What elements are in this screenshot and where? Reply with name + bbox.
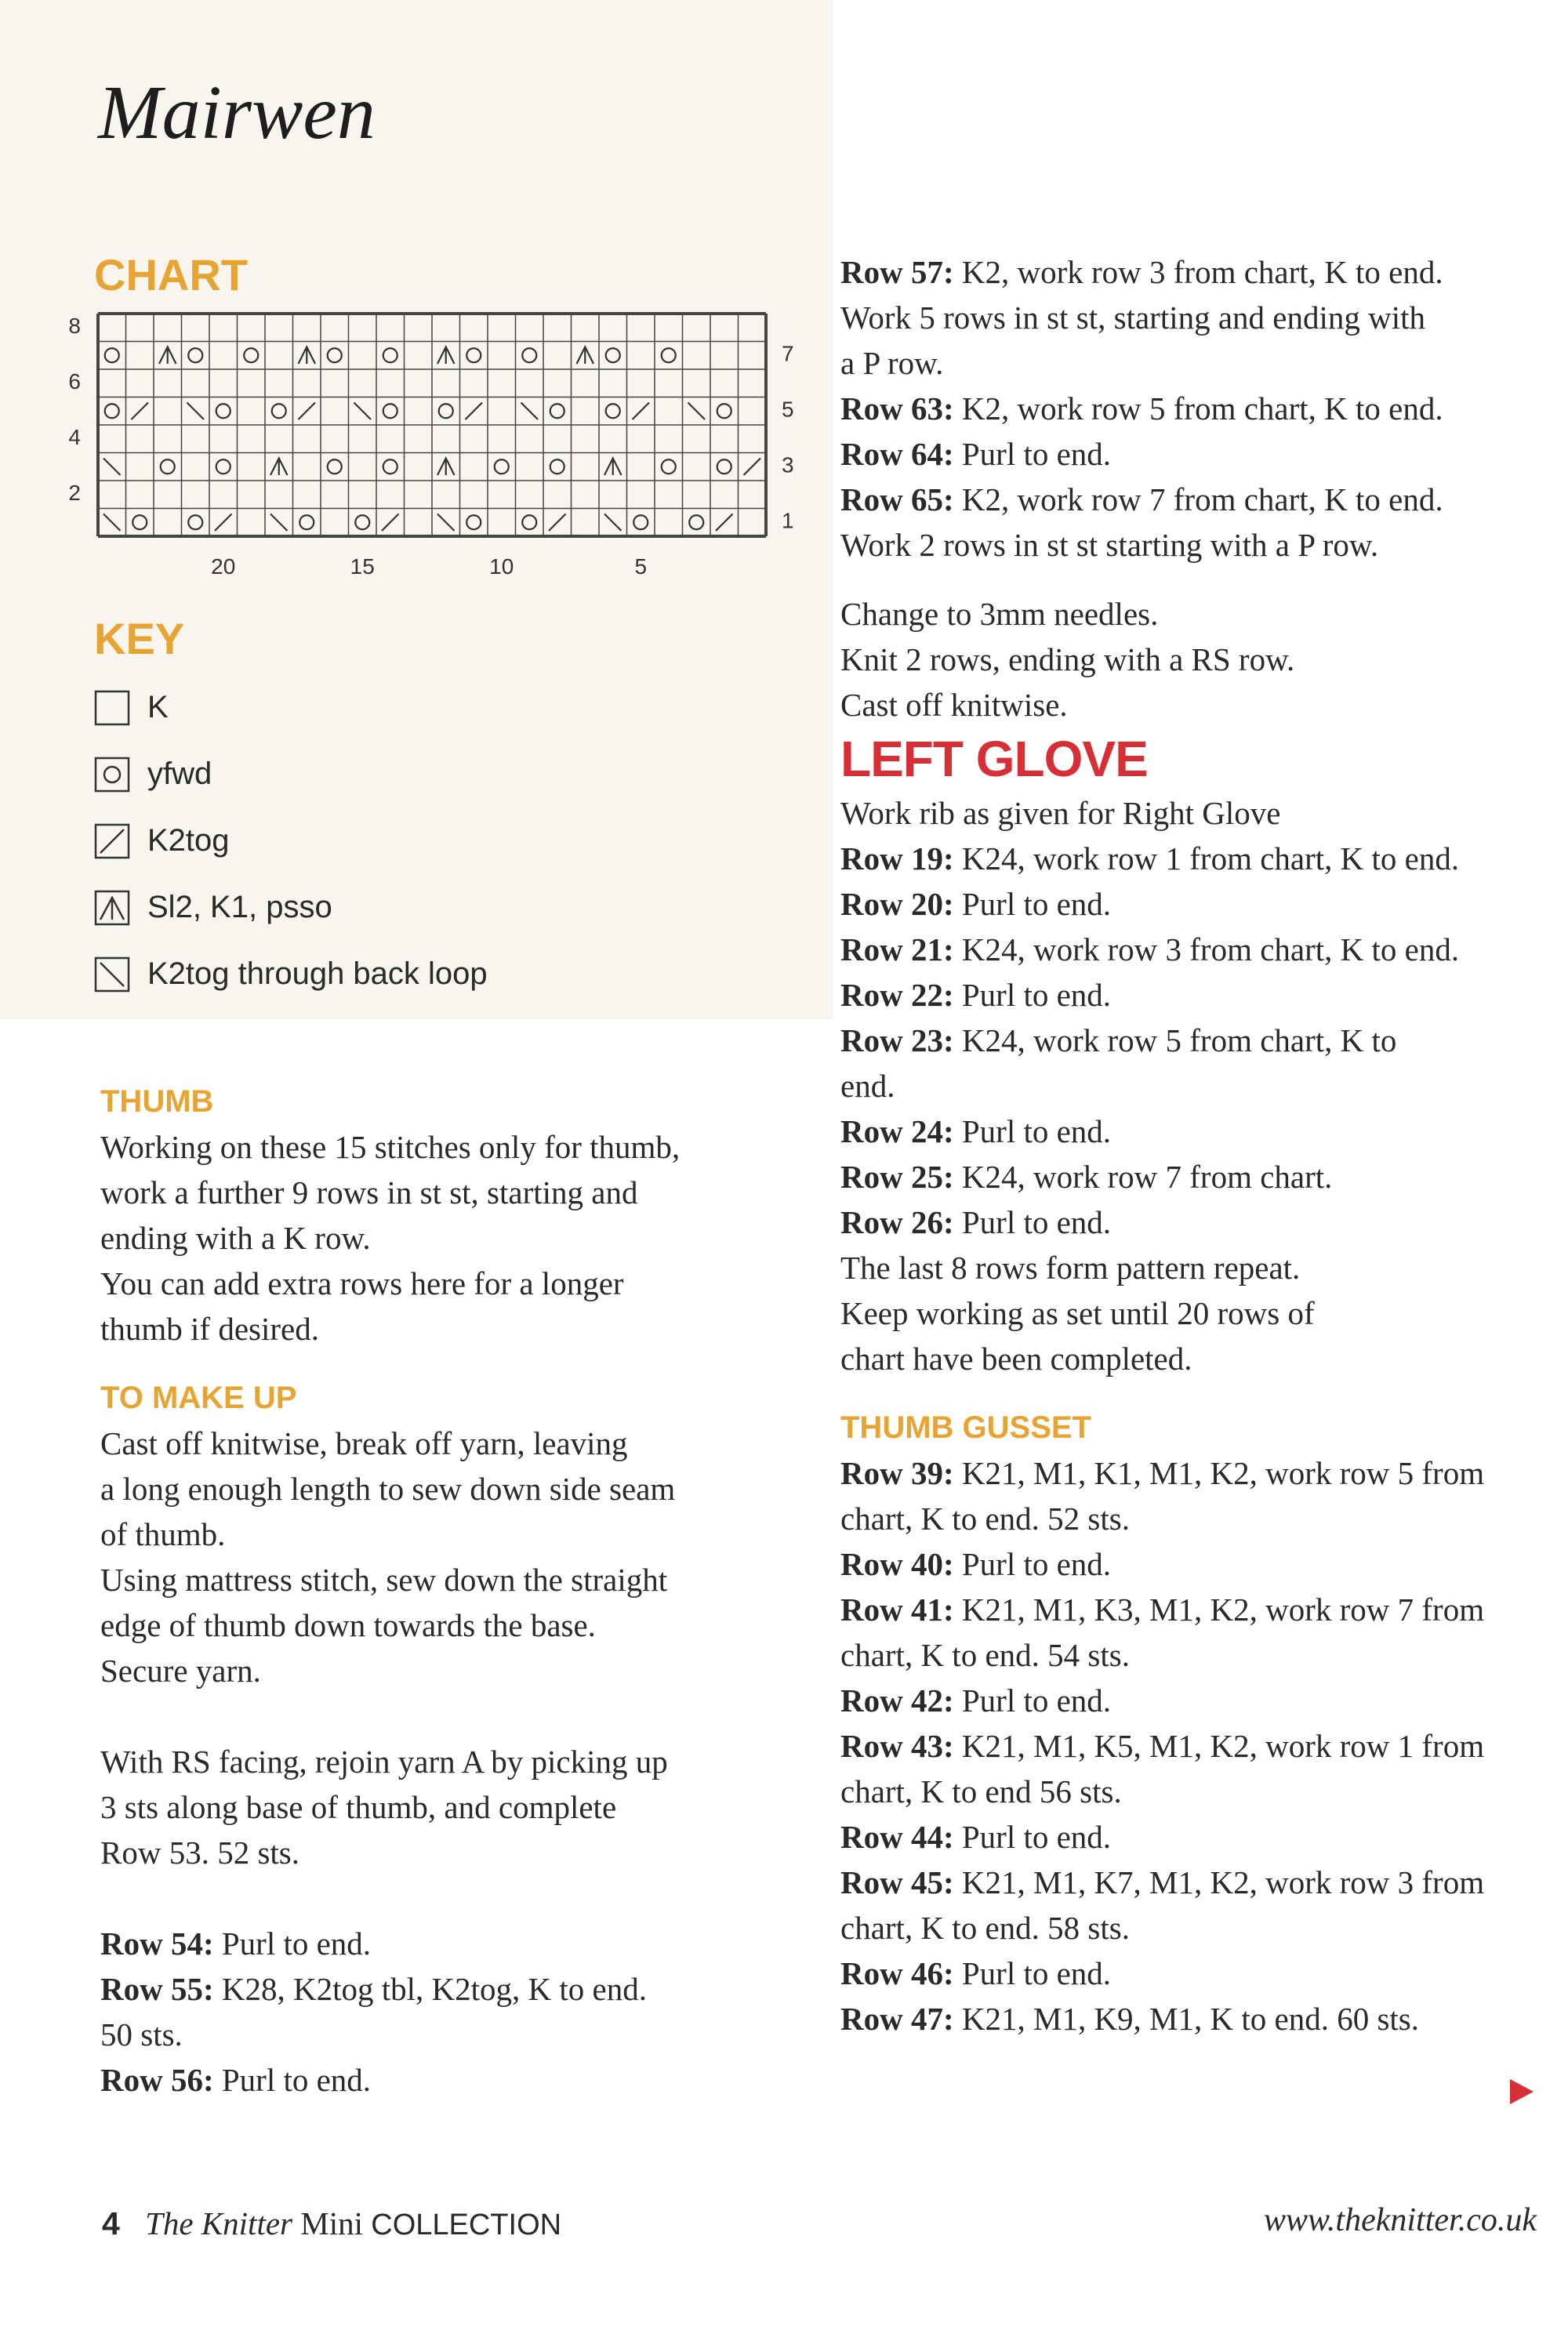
magazine-collection: COLLECTION: [371, 2208, 562, 2241]
k2tog-symbol: [549, 514, 566, 532]
k2tog-symbol: [744, 459, 761, 476]
footer-left: [102, 2205, 561, 2242]
row-number-right: 1: [782, 508, 794, 533]
yfwd-symbol: [606, 404, 620, 418]
row-instruction: end.: [840, 1068, 895, 1104]
caret-icon: [94, 890, 130, 926]
row-instruction: chart, K to end. 52 sts.: [840, 1501, 1130, 1537]
body-line: You can add extra rows here for a longer: [100, 1265, 624, 1301]
row-instruction: chart, K to end. 54 sts.: [840, 1637, 1130, 1673]
makeup-heading: TO MAKE UP: [100, 1381, 297, 1415]
yfwd-symbol: [689, 515, 703, 529]
row-instruction: Row 40: Purl to end.: [840, 1546, 1112, 1582]
stitch-number: 20: [211, 554, 236, 579]
stitch-number: 5: [634, 554, 648, 579]
yfwd-symbol: [383, 459, 397, 474]
chart-heading: CHART: [94, 250, 248, 299]
yfwd-symbol: [717, 404, 731, 418]
body-line: Row 53. 52 sts.: [100, 1835, 300, 1871]
body-line: work a further 9 rows in st st, starting and: [100, 1174, 638, 1210]
knitting-chart: [0, 298, 794, 580]
body-line: Change to 3mm needles.: [840, 596, 1159, 632]
row-number-left: 2: [68, 480, 81, 505]
body-line: a long enough length to sew down side seam: [100, 1471, 676, 1507]
yfwd-symbol: [662, 348, 676, 362]
yfwd-symbol: [216, 459, 230, 474]
body-line: edge of thumb down towards the base.: [100, 1607, 596, 1643]
k2tog-tbl-symbol: [437, 514, 455, 532]
right-column: [840, 249, 1546, 2041]
key-item: [94, 674, 488, 741]
row-instruction: Row 21: K24, work row 3 from chart, K to end.: [840, 931, 1460, 967]
row-instruction: Row 24: Purl to end.: [840, 1113, 1112, 1149]
footer-url: www.theknitter.co.uk: [1264, 2202, 1537, 2238]
left-glove-heading: LEFT GLOVE: [840, 731, 1148, 787]
row-instruction: Row 63: K2, work row 5 from chart, K to end.: [840, 390, 1443, 426]
yfwd-symbol: [105, 348, 119, 362]
key-item: [94, 874, 488, 941]
yfwd-symbol: [161, 459, 175, 474]
yfwd-symbol: [522, 348, 536, 362]
magazine-name: The Knitter: [145, 2205, 292, 2241]
body-line: Working on these 15 stitches only for thumb,: [100, 1129, 681, 1165]
yfwd-symbol: [105, 404, 119, 418]
yfwd-symbol: [188, 348, 202, 362]
yfwd-symbol: [662, 459, 676, 474]
row-instruction: The last 8 rows form pattern repeat.: [840, 1250, 1301, 1286]
k2tog-symbol: [299, 403, 316, 420]
yfwd-symbol: [633, 515, 648, 529]
row-instruction: a P row.: [840, 345, 944, 381]
k2tog-tbl-symbol: [521, 403, 539, 420]
page-number: 4: [102, 2205, 120, 2241]
yfwd-symbol: [383, 404, 397, 418]
key-label: K2tog through back loop: [147, 956, 488, 991]
row-number-left: 8: [68, 313, 81, 338]
row-number-right: 5: [782, 397, 794, 422]
row-instruction: Row 20: Purl to end.: [840, 886, 1112, 922]
row-instruction: 50 sts.: [100, 2016, 183, 2052]
blank-square-icon: [94, 690, 130, 726]
row-instruction: Row 44: Purl to end.: [840, 1819, 1112, 1855]
k2tog-tbl-symbol: [103, 514, 121, 532]
k2tog-symbol: [132, 403, 149, 420]
row-instruction: Row 65: K2, work row 7 from chart, K to end.: [840, 481, 1443, 517]
row-number-left: 6: [68, 368, 81, 394]
k2tog-symbol: [466, 403, 483, 420]
yfwd-symbol: [495, 459, 509, 474]
row-number-right: 7: [782, 341, 794, 366]
row-instruction: chart have been completed.: [840, 1341, 1192, 1377]
chart-key: [94, 674, 488, 1007]
row-instruction: Row 43: K21, M1, K5, M1, K2, work row 1 from: [840, 1728, 1485, 1764]
row-instruction: Row 22: Purl to end.: [840, 977, 1112, 1013]
yfwd-symbol: [328, 459, 342, 474]
row-instruction: Row 23: K24, work row 5 from chart, K to: [840, 1022, 1397, 1058]
row-instruction: Row 42: Purl to end.: [840, 1682, 1112, 1718]
row-instruction: Row 56: Purl to end.: [100, 2062, 372, 2098]
thumb-gusset-heading: THUMB GUSSET: [840, 1410, 1091, 1445]
body-line: Cast off knitwise, break off yarn, leaving: [100, 1425, 628, 1461]
k2tog-tbl-symbol: [103, 459, 121, 476]
body-line: of thumb.: [100, 1516, 226, 1552]
yfwd-symbol: [188, 515, 202, 529]
k2tog-tbl-symbol: [354, 403, 372, 420]
yfwd-symbol: [439, 404, 453, 418]
yfwd-symbol: [132, 515, 147, 529]
key-item: [94, 741, 488, 808]
yfwd-symbol: [244, 348, 258, 362]
body-line: With RS facing, rejoin yarn A by picking up: [100, 1744, 668, 1780]
key-heading: KEY: [94, 614, 185, 663]
row-number-right: 3: [782, 452, 794, 477]
yfwd-symbol: [466, 348, 481, 362]
key-label: K2tog: [147, 823, 230, 858]
k2tog-tbl-symbol: [270, 514, 288, 532]
slash-icon: [94, 823, 130, 859]
k2tog-symbol: [215, 514, 232, 532]
page-title: Mairwen: [98, 71, 376, 155]
row-instruction: Row 41: K21, M1, K3, M1, K2, work row 7 from: [840, 1591, 1485, 1628]
yfwd-symbol: [466, 515, 481, 529]
backslash-icon: [94, 956, 130, 993]
yfwd-symbol: [355, 515, 369, 529]
body-line: thumb if desired.: [100, 1311, 319, 1347]
circle-icon: [94, 757, 130, 793]
key-label: Sl2, K1, psso: [147, 890, 332, 924]
magazine-mini: Mini: [300, 2205, 363, 2241]
yfwd-symbol: [383, 348, 397, 362]
key-item: [94, 808, 488, 874]
row-instruction: Row 45: K21, M1, K7, M1, K2, work row 3 from: [840, 1864, 1485, 1900]
row-instruction: chart, K to end 56 sts.: [840, 1773, 1122, 1809]
k2tog-symbol: [633, 403, 650, 420]
yfwd-symbol: [216, 404, 230, 418]
row-instruction: Row 19: K24, work row 1 from chart, K to end.: [840, 840, 1460, 876]
row-instruction: Work 2 rows in st st starting with a P row.: [840, 527, 1379, 563]
row-instruction: Row 57: K2, work row 3 from chart, K to end.: [840, 254, 1443, 290]
key-item: [94, 941, 488, 1007]
yfwd-symbol: [550, 404, 564, 418]
row-instruction: Keep working as set until 20 rows of: [840, 1295, 1315, 1331]
row-instruction: Row 39: K21, M1, K1, M1, K2, work row 5 from: [840, 1455, 1485, 1491]
yfwd-symbol: [606, 348, 620, 362]
body-line: ending with a K row.: [100, 1220, 371, 1256]
k2tog-tbl-symbol: [187, 403, 205, 420]
stitch-number: 10: [489, 554, 514, 579]
stitch-number: 15: [350, 554, 375, 579]
yfwd-symbol: [299, 515, 314, 529]
row-instruction: Row 26: Purl to end.: [840, 1204, 1112, 1240]
yfwd-symbol: [328, 348, 342, 362]
yfwd-symbol: [522, 515, 536, 529]
thumb-heading: THUMB: [100, 1084, 214, 1119]
yfwd-symbol: [550, 459, 564, 474]
body-line: Secure yarn.: [100, 1653, 261, 1689]
row-instruction: Row 55: K28, K2tog tbl, K2tog, K to end.: [100, 1971, 647, 2007]
body-line: Cast off knitwise.: [840, 687, 1068, 723]
body-line: 3 sts along base of thumb, and complete: [100, 1789, 617, 1825]
row-instruction: Row 25: K24, work row 7 from chart.: [840, 1159, 1333, 1195]
row-instruction: Row 46: Purl to end.: [840, 1955, 1112, 1991]
row-instruction: Work 5 rows in st st, starting and ending with: [840, 299, 1426, 336]
body-line: Using mattress stitch, sew down the straight: [100, 1562, 668, 1598]
left-column: [100, 1079, 806, 2103]
row-instruction: Row 54: Purl to end.: [100, 1925, 372, 1962]
row-instruction: Row 47: K21, M1, K9, M1, K to end. 60 sts.: [840, 2001, 1420, 2037]
yfwd-symbol: [272, 404, 286, 418]
row-number-left: 4: [68, 424, 81, 449]
yfwd-symbol: [717, 459, 731, 474]
row-instruction: Work rib as given for Right Glove: [840, 795, 1281, 831]
k2tog-tbl-symbol: [688, 403, 706, 420]
key-label: yfwd: [147, 757, 212, 791]
body-line: Knit 2 rows, ending with a RS row.: [840, 641, 1295, 677]
continue-arrow-icon: [1510, 2079, 1534, 2104]
k2tog-tbl-symbol: [604, 514, 622, 532]
key-label: K: [147, 690, 169, 724]
k2tog-symbol: [382, 514, 399, 532]
row-instruction: chart, K to end. 58 sts.: [840, 1910, 1130, 1946]
k2tog-symbol: [716, 514, 733, 532]
row-instruction: Row 64: Purl to end.: [840, 436, 1112, 472]
